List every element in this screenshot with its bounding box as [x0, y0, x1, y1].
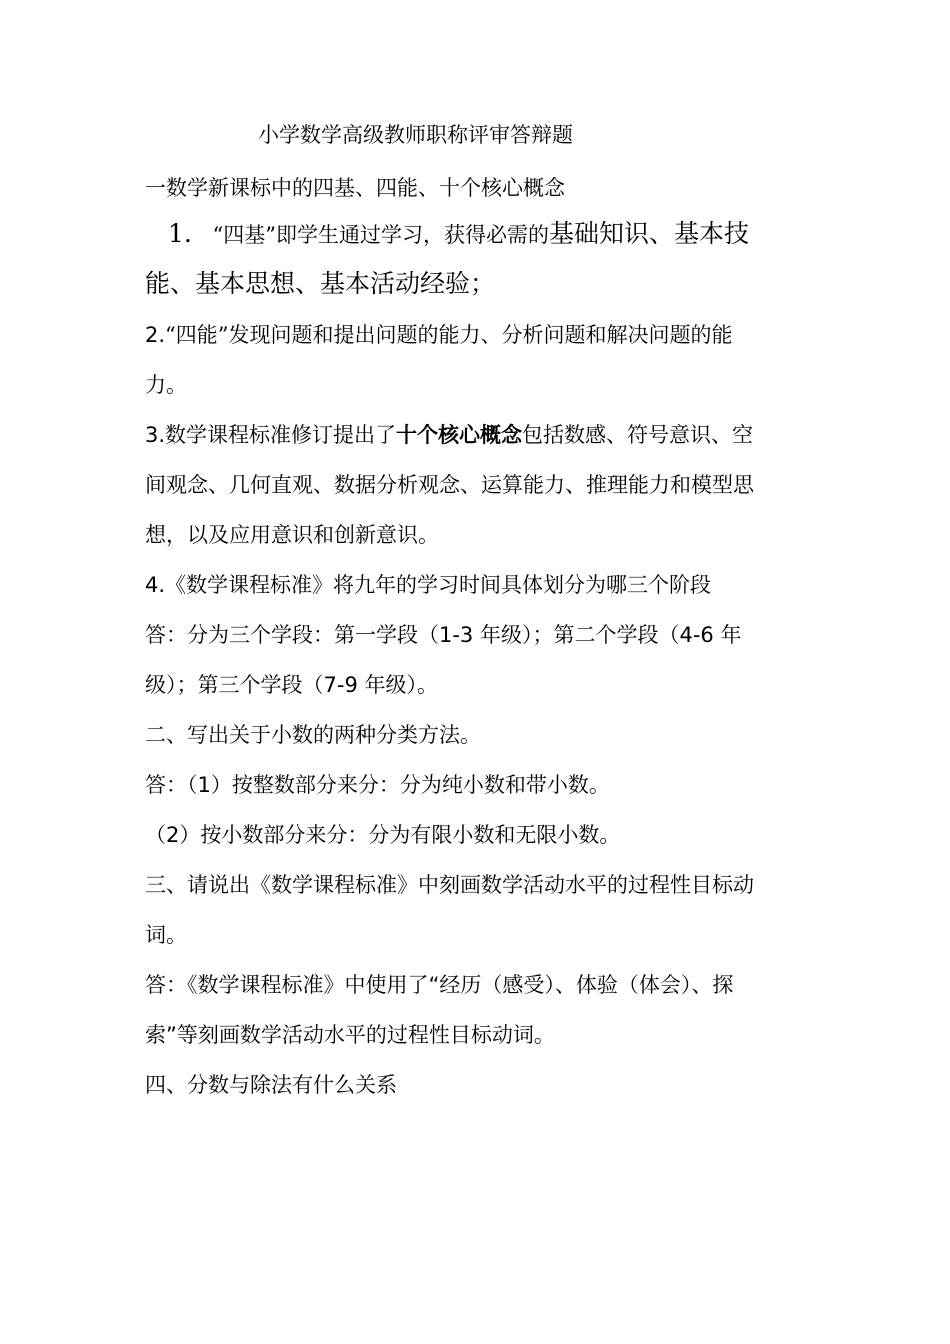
item3-line1: [145, 421, 753, 449]
section3-answer-line1: 答：《数学课程标准》中使用了“经历（感受）、体验（体会）、探: [145, 973, 734, 997]
section2-answer-line2: （2）按小数部分来分：分为有限小数和无限小数。: [145, 823, 621, 847]
item1-text-small: 即学生通过学习，获得必需的: [276, 223, 550, 247]
item1-number: 1.: [168, 219, 192, 248]
document-title: 小学数学高级教师职称评审答辩题: [258, 123, 573, 147]
item4-answer-line1: 答：分为三个学段：第一学段（1-3 年级）；第二个学段（4-6 年: [145, 623, 742, 647]
item1-quote: “四基”: [212, 223, 277, 247]
item3-line3: 想，以及应用意识和创新意识。: [145, 523, 439, 547]
section3-heading-line1: 三、请说出《数学课程标准》中刻画数学活动水平的过程性目标动: [145, 873, 754, 897]
item4-question: 4.《数学课程标准》将九年的学习时间具体划分为哪三个阶段: [145, 573, 712, 597]
item2-text: 发现问题和提出问题的能力、分析问题和解决问题的能: [228, 323, 733, 347]
item1-text-large-a: 基础知识、基本技: [549, 219, 750, 248]
section3-answer-line2: 索”等刻画数学活动水平的过程性目标动词。: [145, 1023, 555, 1047]
section3-heading-line2: 词。: [145, 923, 187, 947]
item2-line2: 力。: [145, 373, 187, 397]
item1-line1: [168, 220, 749, 249]
section2-heading: 二、写出关于小数的两种分类方法。: [145, 723, 481, 747]
item1-line2: 能、基本思想、基本活动经验；: [145, 269, 496, 298]
item3-prefix: 3.数学课程标准修订提出了: [145, 423, 397, 447]
item4-answer-line2: 级）；第三个学段（7-9 年级）。: [145, 673, 438, 697]
item2-quote: “四能”: [165, 323, 229, 347]
item2-prefix: 2.: [145, 323, 166, 347]
section2-answer-line1: 答：（1）按整数部分来分：分为纯小数和带小数。: [145, 773, 610, 797]
section4-heading: 四、分数与除法有什么关系: [145, 1073, 397, 1097]
item3-line2: 间观念、几何直观、数据分析观念、运算能力、推理能力和模型思: [145, 473, 754, 497]
item3-suffix: 包括数感、符号意识、空: [522, 423, 754, 447]
item2-line1: [145, 321, 733, 349]
section1-heading: 一数学新课标中的四基、四能、十个核心概念: [145, 176, 565, 200]
item3-bold-term: 十个核心概念: [396, 423, 523, 447]
